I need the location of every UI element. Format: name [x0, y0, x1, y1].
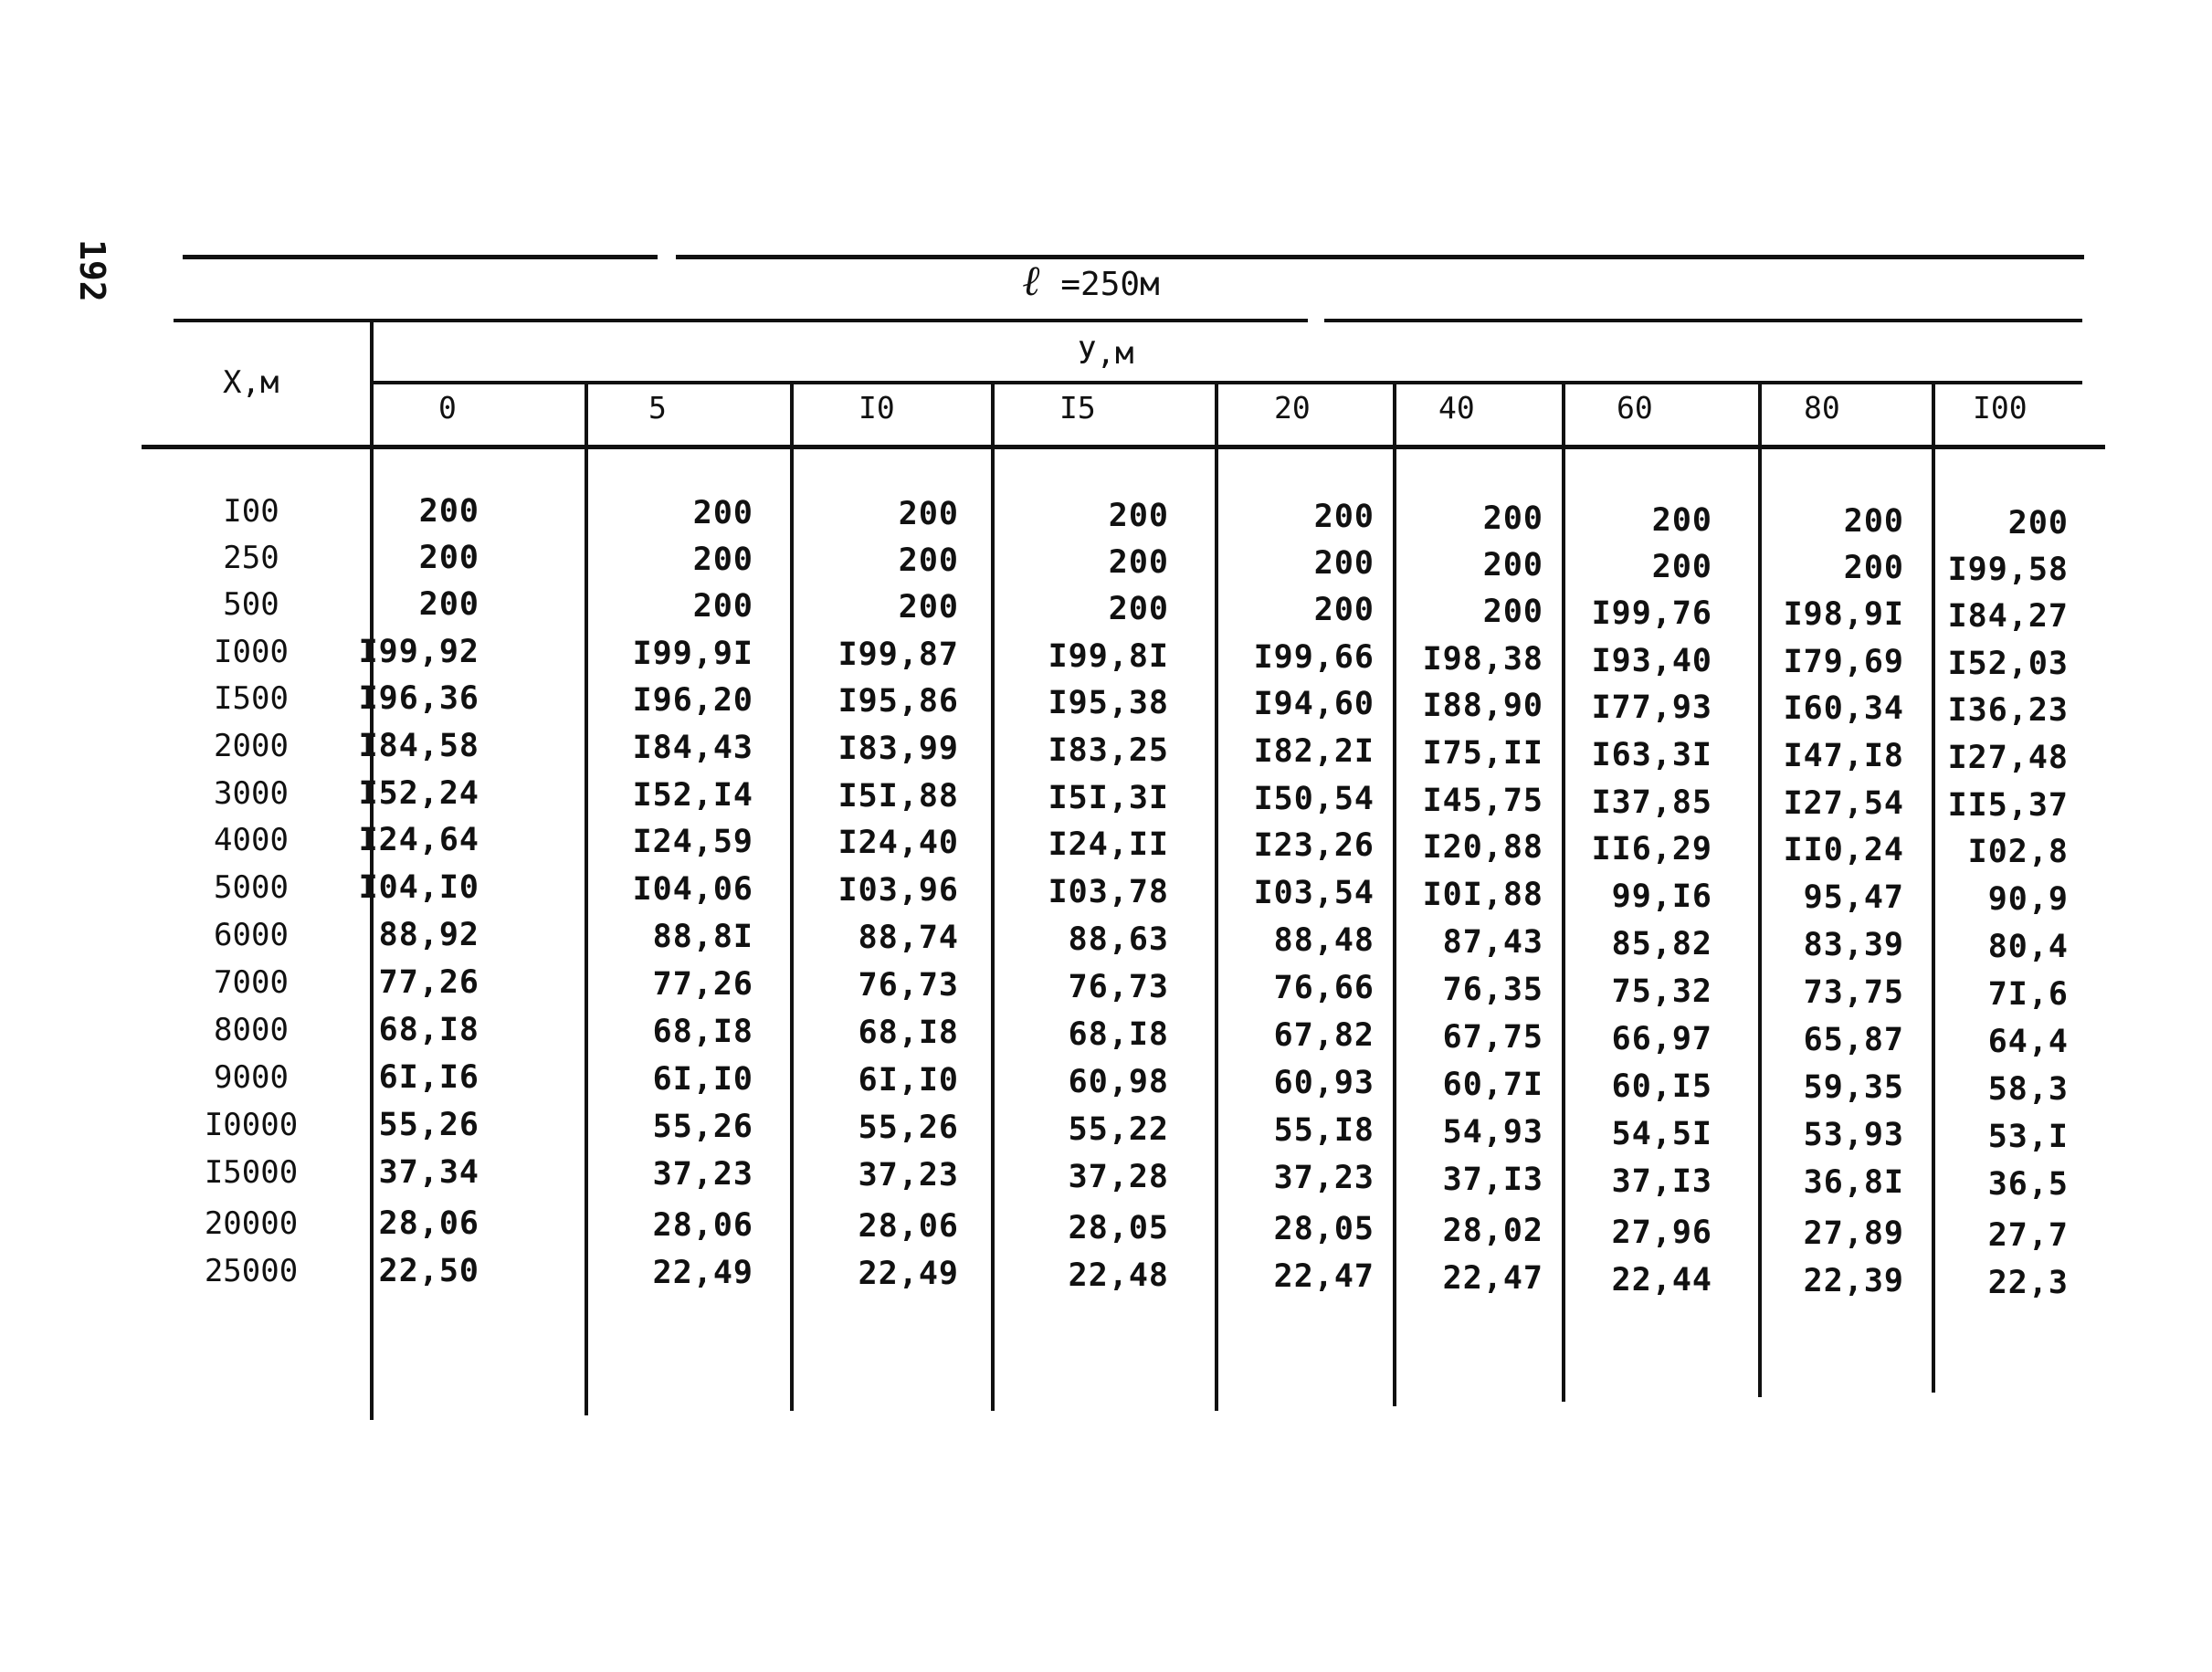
column-divider — [1393, 384, 1396, 1406]
table-cell: 22,3 — [1987, 1265, 2069, 1301]
table-cell: I75,II — [1422, 735, 1543, 772]
table-cell: I5I,88 — [837, 778, 959, 815]
table-cell: 76,66 — [1273, 970, 1375, 1006]
row-x-value: 20000 — [204, 1205, 299, 1242]
table-cell: I99,8I — [1048, 638, 1169, 675]
table-cell: 60,I5 — [1611, 1068, 1712, 1105]
table-cell: I52,03 — [1947, 646, 2069, 682]
table-cell: I0I,88 — [1422, 877, 1543, 913]
table-cell: 53,93 — [1803, 1117, 1904, 1153]
table-cell: 22,47 — [1273, 1258, 1375, 1295]
row-x-value: 25000 — [204, 1253, 299, 1289]
table-cell: I52,I4 — [632, 777, 753, 814]
table-cell: I24,59 — [632, 824, 753, 860]
table-cell: 200 — [418, 586, 479, 623]
title-rule-right — [1324, 319, 2082, 322]
table-cell: 200 — [1482, 547, 1543, 584]
table-cell: 80,4 — [1987, 929, 2069, 965]
y-header-rule — [370, 381, 2082, 384]
table-cell: 67,82 — [1273, 1017, 1375, 1054]
row-x-value: I000 — [214, 634, 289, 670]
row-x-value: 7000 — [214, 964, 289, 1001]
table-cell: I99,76 — [1591, 595, 1712, 632]
table-cell: 22,49 — [858, 1256, 959, 1292]
table-cell: I03,54 — [1253, 875, 1375, 911]
table-cell: 88,8I — [652, 919, 753, 955]
table-cell: 200 — [1108, 591, 1169, 627]
table-cell: 68,I8 — [652, 1014, 753, 1050]
row-x-value: 6000 — [214, 917, 289, 953]
table-cell: I02,8 — [1967, 834, 2069, 870]
table-cell: 68,I8 — [1068, 1016, 1169, 1053]
table-cell: 58,3 — [1987, 1071, 2069, 1108]
table-cell: 55,26 — [652, 1109, 753, 1145]
y-column-header-0: 0 — [438, 390, 457, 426]
table-cell: I79,69 — [1783, 644, 1904, 680]
table-cell: 73,75 — [1803, 974, 1904, 1011]
row-x-value: 5000 — [214, 869, 289, 906]
y-column-header-1: 5 — [648, 390, 667, 426]
table-cell: II5,37 — [1947, 787, 2069, 824]
column-divider — [790, 384, 794, 1411]
table-cell: 36,8I — [1803, 1164, 1904, 1201]
table-cell: 22,44 — [1611, 1262, 1712, 1299]
table-cell: I47,I8 — [1783, 738, 1904, 774]
table-cell: 88,74 — [858, 920, 959, 956]
table-cell: 200 — [1843, 503, 1904, 540]
ell-symbol: ℓ — [1023, 256, 1041, 305]
table-cell: 60,93 — [1273, 1065, 1375, 1101]
row-x-value: 3000 — [214, 775, 289, 812]
table-cell: 27,89 — [1803, 1215, 1904, 1252]
y-column-header-7: 80 — [1804, 390, 1840, 426]
table-cell: 28,06 — [378, 1205, 479, 1242]
row-x-value: 500 — [223, 586, 279, 623]
table-cell: 77,26 — [378, 964, 479, 1001]
column-divider — [1758, 384, 1762, 1397]
table-cell: II0,24 — [1783, 832, 1904, 868]
table-cell: 37,28 — [1068, 1159, 1169, 1195]
ell-value: =250м — [1060, 266, 1160, 303]
table-cell: 37,I3 — [1611, 1163, 1712, 1200]
table-cell: 85,82 — [1611, 926, 1712, 962]
y-column-header-8: I00 — [1973, 390, 2028, 426]
table-cell: I52,24 — [358, 775, 479, 812]
table-cell: 36,5 — [1987, 1166, 2069, 1203]
table-cell: 95,47 — [1803, 879, 1904, 916]
table-cell: I96,36 — [358, 680, 479, 717]
table-cell: 28,05 — [1273, 1211, 1375, 1247]
column-divider — [1562, 384, 1565, 1402]
table-cell: I84,43 — [632, 730, 753, 766]
table-cell: 55,I8 — [1273, 1112, 1375, 1149]
table-cell: I94,60 — [1253, 686, 1375, 722]
table-cell: I83,25 — [1048, 732, 1169, 769]
table-cell: 68,I8 — [858, 1015, 959, 1051]
table-cell: 55,26 — [858, 1109, 959, 1146]
table-cell: I37,85 — [1591, 784, 1712, 821]
table-cell: 28,05 — [1068, 1210, 1169, 1246]
table-cell: 22,39 — [1803, 1263, 1904, 1299]
table-cell: I99,58 — [1947, 552, 2069, 588]
table-cell: I24,64 — [358, 822, 479, 858]
y-column-header-4: 20 — [1274, 390, 1311, 426]
table-cell: 88,63 — [1068, 921, 1169, 958]
row-x-value: I0000 — [204, 1107, 299, 1143]
table-cell: I5I,3I — [1048, 780, 1169, 816]
table-cell: 37,I3 — [1442, 1162, 1543, 1198]
table-cell: I23,26 — [1253, 827, 1375, 864]
table-cell: II6,29 — [1591, 831, 1712, 868]
table-cell: 200 — [1482, 594, 1543, 630]
table-cell: 77,26 — [652, 966, 753, 1003]
table-cell: 22,47 — [1442, 1260, 1543, 1297]
table-cell: I24,II — [1048, 826, 1169, 863]
table-cell: I83,99 — [837, 731, 959, 767]
table-cell: 90,9 — [1987, 881, 2069, 918]
row-x-value: 8000 — [214, 1012, 289, 1048]
table-cell: 60,7I — [1442, 1067, 1543, 1103]
table-cell: I93,40 — [1591, 643, 1712, 679]
y-column-header-3: I5 — [1059, 390, 1096, 426]
y-column-group-header: У,м — [1078, 335, 1134, 372]
table-cell: I95,38 — [1048, 685, 1169, 721]
row-x-value: 2000 — [214, 728, 289, 764]
table-cell: I99,9I — [632, 636, 753, 672]
table-cell: 83,39 — [1803, 927, 1904, 963]
table-cell: I04,06 — [632, 871, 753, 908]
table-cell: 37,23 — [1273, 1160, 1375, 1196]
table-cell: I36,23 — [1947, 692, 2069, 729]
table-cell: 27,96 — [1611, 1215, 1712, 1251]
table-cell: I77,93 — [1591, 689, 1712, 726]
table-cell: 22,48 — [1068, 1257, 1169, 1294]
table-cell: 76,73 — [1068, 969, 1169, 1005]
table-cell: 37,23 — [858, 1157, 959, 1194]
table-cell: 76,35 — [1442, 972, 1543, 1008]
table-cell: 200 — [898, 496, 959, 532]
table-cell: 22,49 — [652, 1255, 753, 1291]
table-cell: 200 — [692, 588, 753, 625]
table-cell: 64,4 — [1987, 1024, 2069, 1060]
table-cell: I04,I0 — [358, 869, 479, 906]
table-cell: I99,66 — [1253, 639, 1375, 676]
y-column-header-5: 40 — [1438, 390, 1475, 426]
row-x-value: 250 — [223, 540, 279, 576]
table-cell: I84,27 — [1947, 598, 2069, 635]
table-cell: I03,96 — [837, 872, 959, 909]
table-cell: I84,58 — [358, 728, 479, 764]
table-cell: 55,26 — [378, 1107, 479, 1143]
table-cell: 6I,I0 — [858, 1062, 959, 1099]
table-cell: 200 — [2007, 505, 2069, 542]
table-cell: 99,I6 — [1611, 878, 1712, 915]
y-column-header-6: 60 — [1617, 390, 1653, 426]
table-cell: I50,54 — [1253, 781, 1375, 817]
table-cell: 200 — [1843, 550, 1904, 586]
row-x-value: 9000 — [214, 1059, 289, 1096]
table-cell: 200 — [898, 542, 959, 579]
table-cell: I20,88 — [1422, 829, 1543, 866]
table-cell: 60,98 — [1068, 1064, 1169, 1100]
row-x-value: 4000 — [214, 822, 289, 858]
y-column-header-2: I0 — [858, 390, 895, 426]
top-rule-right — [676, 255, 2084, 259]
table-cell: I98,38 — [1422, 641, 1543, 678]
table-cell: 75,32 — [1611, 973, 1712, 1010]
table-cell: 200 — [418, 493, 479, 530]
table-cell: 27,7 — [1987, 1217, 2069, 1254]
table-cell: 200 — [418, 540, 479, 576]
table-cell: 54,5I — [1611, 1116, 1712, 1152]
title-rule-left — [174, 319, 1308, 322]
table-cell: 37,23 — [652, 1156, 753, 1193]
table-title — [1023, 256, 1160, 305]
table-cell: 6I,I0 — [652, 1061, 753, 1098]
table-cell: I95,86 — [837, 683, 959, 720]
top-rule-left — [183, 255, 658, 259]
table-cell: 37,34 — [378, 1154, 479, 1191]
table-cell: 200 — [1108, 498, 1169, 534]
table-cell: 28,06 — [652, 1207, 753, 1244]
table-cell: 76,73 — [858, 967, 959, 1004]
table-cell: I98,9I — [1783, 596, 1904, 633]
table-cell: 87,43 — [1442, 924, 1543, 961]
column-divider — [1215, 384, 1218, 1411]
column-divider — [991, 384, 995, 1411]
table-cell: I45,75 — [1422, 783, 1543, 819]
table-cell: 59,35 — [1803, 1069, 1904, 1106]
table-cell: 6I,I6 — [378, 1059, 479, 1096]
table-cell: 200 — [692, 495, 753, 531]
table-cell: 7I,6 — [1987, 976, 2069, 1013]
row-x-value: I00 — [223, 493, 279, 530]
table-cell: 54,93 — [1442, 1114, 1543, 1151]
table-cell: I27,48 — [1947, 740, 2069, 776]
row-x-value: I500 — [214, 680, 289, 717]
column-divider — [585, 384, 588, 1415]
table-cell: I82,2I — [1253, 733, 1375, 770]
table-cell: 55,22 — [1068, 1111, 1169, 1148]
table-cell: I60,34 — [1783, 690, 1904, 727]
table-cell: 200 — [1651, 502, 1712, 539]
table-cell: 65,87 — [1803, 1022, 1904, 1058]
header-bottom-rule — [142, 445, 2105, 449]
table-cell: 88,92 — [378, 917, 479, 953]
table-cell: I24,40 — [837, 825, 959, 861]
table-cell: 53,I — [1987, 1119, 2069, 1155]
table-cell: 200 — [1108, 544, 1169, 581]
table-cell: I63,3I — [1591, 737, 1712, 773]
table-cell: 67,75 — [1442, 1019, 1543, 1056]
table-cell: I27,54 — [1783, 785, 1904, 822]
page-number: 192 — [72, 239, 112, 302]
table-cell: 66,97 — [1611, 1021, 1712, 1057]
row-x-value: I5000 — [204, 1154, 299, 1191]
column-divider — [1932, 384, 1935, 1393]
table-cell: I99,92 — [358, 634, 479, 670]
table-cell: 22,50 — [378, 1253, 479, 1289]
table-cell: 200 — [1313, 499, 1375, 535]
table-cell: 200 — [692, 542, 753, 578]
table-cell: 28,06 — [858, 1208, 959, 1245]
table-cell: I88,90 — [1422, 688, 1543, 724]
table-cell: 88,48 — [1273, 922, 1375, 959]
table-cell: 200 — [898, 589, 959, 626]
table-cell: 200 — [1313, 545, 1375, 582]
table-cell: 200 — [1482, 500, 1543, 537]
x-column-header: X,м — [223, 364, 279, 401]
table-cell: 200 — [1651, 549, 1712, 585]
table-cell: I96,20 — [632, 682, 753, 719]
table-cell: 68,I8 — [378, 1012, 479, 1048]
table-cell: 28,02 — [1442, 1213, 1543, 1249]
table-cell: I99,87 — [837, 636, 959, 673]
table-cell: 200 — [1313, 592, 1375, 628]
table-cell: I03,78 — [1048, 874, 1169, 910]
